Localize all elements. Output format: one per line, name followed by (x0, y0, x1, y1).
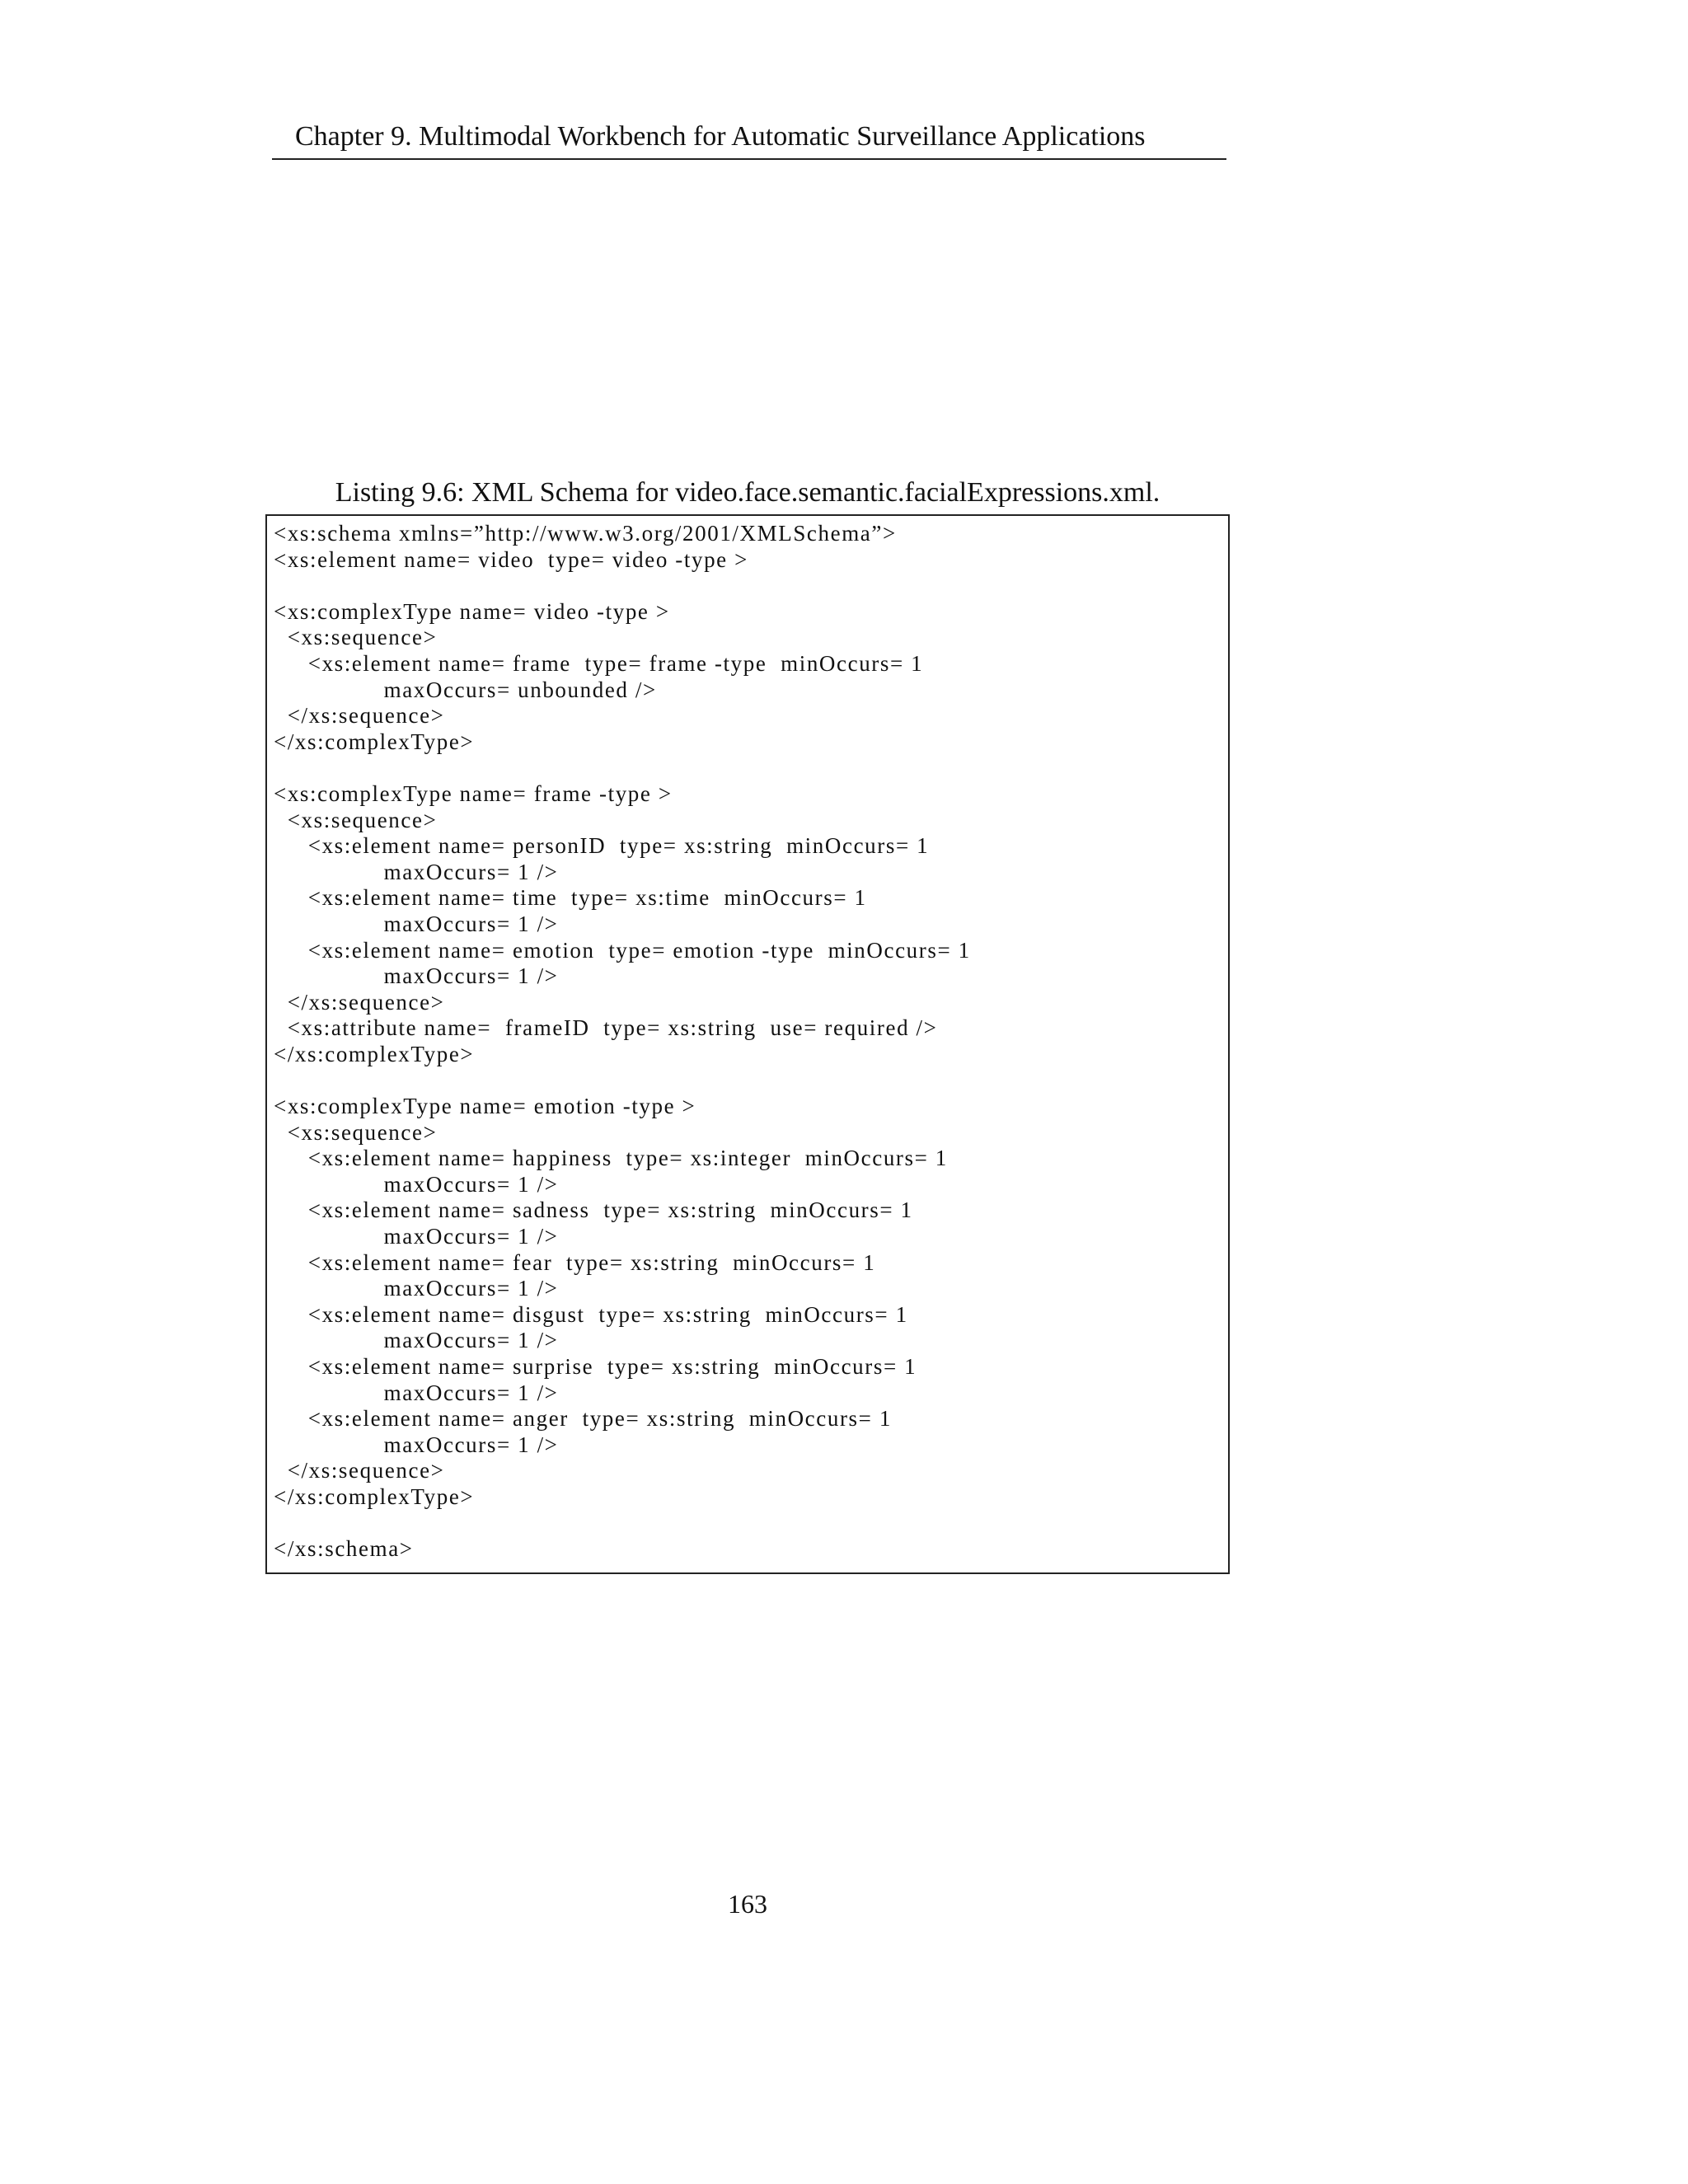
code-line: <xs:sequence> (274, 1119, 438, 1145)
code-line: </xs:complexType> (274, 1041, 475, 1066)
code-line: <xs:sequence> (274, 625, 438, 650)
code-line: <xs:element name= time type= xs:time minOccurs= 1 (274, 885, 867, 911)
code-line: <xs:element name= personID type= xs:string minOccurs= 1 (274, 833, 930, 859)
code-line: </xs:complexType> (274, 729, 475, 754)
code-line: </xs:sequence> (274, 703, 445, 729)
code-line: </xs:complexType> (274, 1483, 475, 1509)
page-number: 163 (728, 1889, 767, 1919)
code-line: <xs:complexType name= emotion -type > (274, 1094, 696, 1119)
code-line: <xs:element name= anger type= xs:string minOccurs= 1 (274, 1406, 892, 1432)
code-line: <xs:complexType name= frame -type > (274, 780, 673, 806)
code-line: </xs:sequence> (274, 989, 445, 1015)
code-line (274, 1511, 971, 1537)
code-line (274, 573, 971, 599)
code-line: </xs:schema> (274, 1536, 414, 1562)
code-line: maxOccurs= 1 /> (274, 1276, 559, 1301)
running-header (272, 119, 1226, 160)
code-line: maxOccurs= 1 /> (274, 1328, 559, 1353)
code-line: <xs:element name= video type= video -type > (274, 546, 748, 572)
code-line: maxOccurs= 1 /> (274, 1224, 559, 1249)
code-line: <xs:element name= surprise type= xs:string minOccurs= 1 (274, 1354, 917, 1379)
code-listing-frame (265, 514, 1230, 1574)
code-line: <xs:schema xmlns=”http://www.w3.org/2001/XMLSchema”> (274, 521, 897, 546)
code-line: maxOccurs= 1 /> (274, 1171, 559, 1197)
code-line: <xs:element name= frame type= frame -type minOccurs= 1 (274, 650, 924, 676)
code-line: <xs:element name= sadness type= xs:string minOccurs= 1 (274, 1197, 913, 1223)
code-line: <xs:element name= disgust type= xs:string minOccurs= 1 (274, 1301, 908, 1327)
code-line: <xs:element name= happiness type= xs:integer minOccurs= 1 (274, 1146, 948, 1171)
code-line (274, 755, 971, 781)
code-listing (274, 521, 971, 1563)
code-line: maxOccurs= 1 /> (274, 963, 559, 989)
code-line: </xs:sequence> (274, 1458, 445, 1483)
chapter-title: Chapter 9. Multimodal Workbench for Automatic Surveillance Applications (295, 121, 1146, 152)
code-line: maxOccurs= 1 /> (274, 911, 559, 936)
code-line: <xs:element name= emotion type= emotion -type minOccurs= 1 (274, 937, 971, 963)
code-line: <xs:sequence> (274, 807, 438, 832)
code-line: <xs:complexType name= video -type > (274, 598, 670, 624)
code-line: maxOccurs= 1 /> (274, 1380, 559, 1405)
code-line (274, 1067, 971, 1094)
code-line: maxOccurs= 1 /> (274, 859, 559, 884)
code-line: maxOccurs= 1 /> (274, 1432, 559, 1457)
code-line: <xs:attribute name= frameID type= xs:string use= required /> (274, 1015, 938, 1041)
code-line: <xs:element name= fear type= xs:string minOccurs= 1 (274, 1249, 876, 1275)
listing-caption: Listing 9.6: XML Schema for video.face.semantic.facialExpressions.xml. (335, 477, 1160, 508)
code-line: maxOccurs= unbounded /> (274, 677, 657, 702)
